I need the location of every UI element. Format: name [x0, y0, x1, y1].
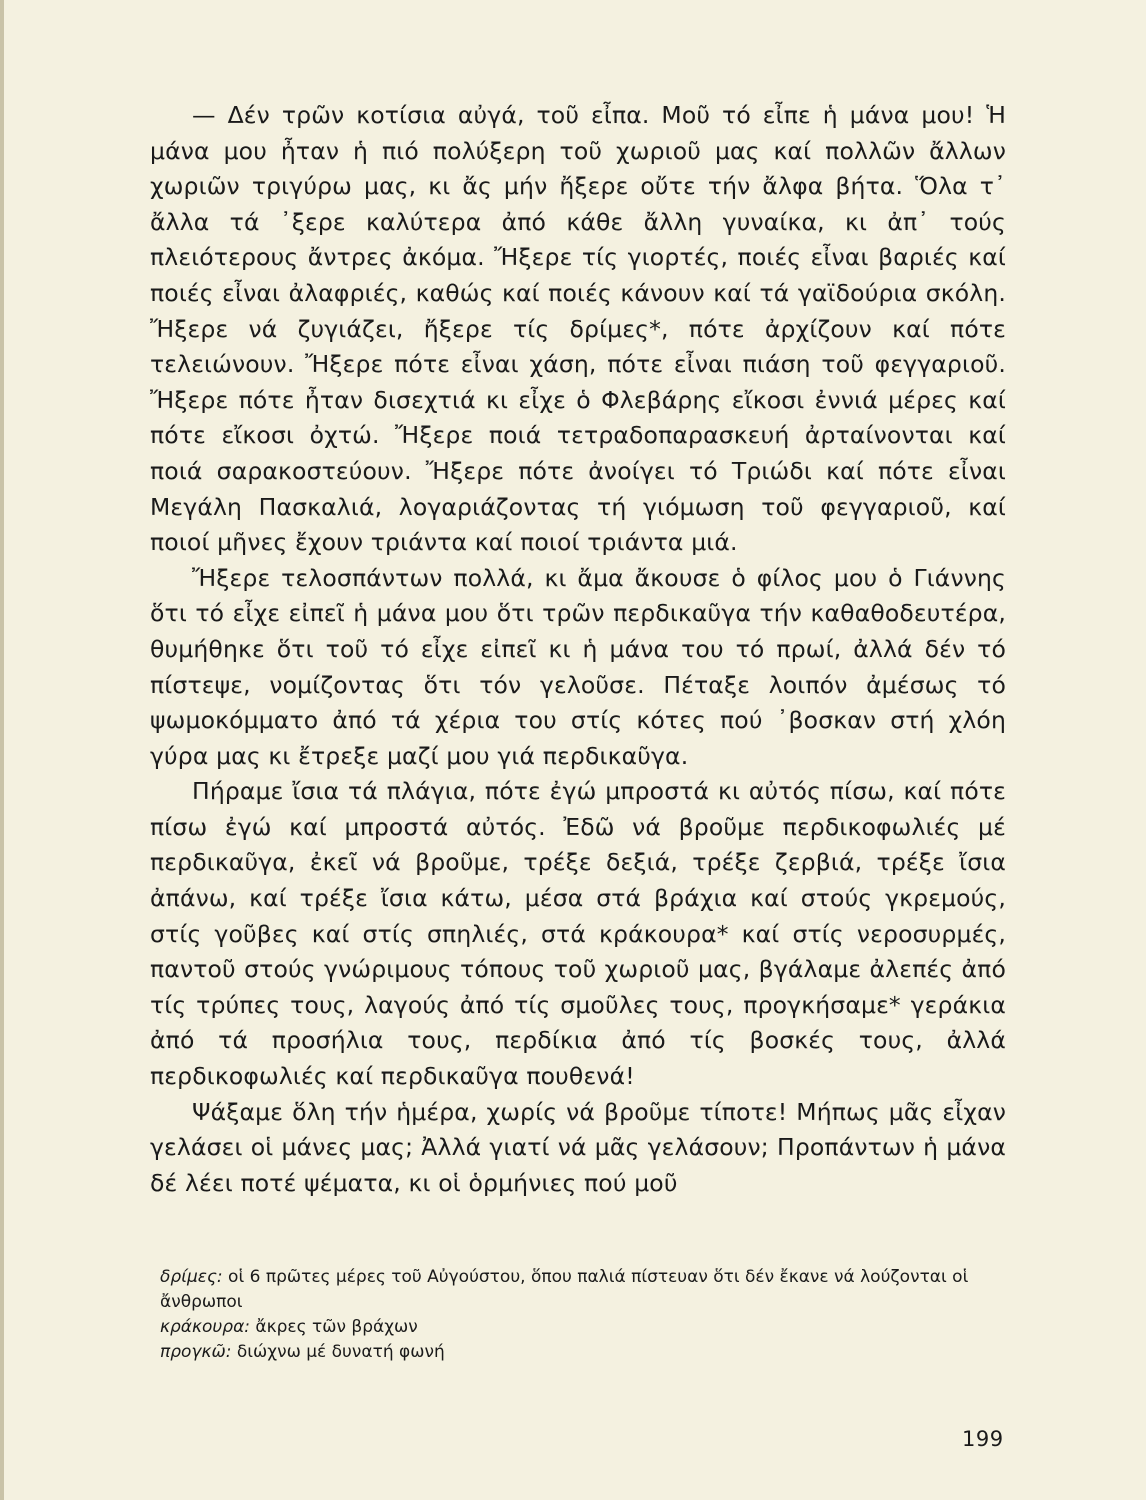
footnote-krakoura [160, 1315, 1010, 1340]
footnote-progko [160, 1340, 1010, 1365]
paragraph-4: Ψάξαμε ὅλη τήν ἡμέρα, χωρίς νά βροῦμε τίποτε! Μήπως μᾶς εἶχαν γελάσει οἱ μάνες μας; Ἀλλά γιατί νά μᾶς γελάσουν; Προπάντων ἡ μάνα δέ λέει ποτέ ψέματα, κι οἱ ὁρμήνιες πού μοῦ [150, 1097, 1006, 1197]
footnote-term: κράκουρα: [160, 1317, 250, 1337]
paragraph-1: — Δέν τρῶν κοτίσια αὐγά, τοῦ εἶπα. Μοῦ τό εἶπε ἡ μάνα μου! Ἡ μάνα μου ἦταν ἡ πιό πολύξερη τοῦ χωριοῦ μας καί πολλῶν ἄλλων χωριῶν τριγύρω μας, κι ἄς μήν ἤξερε οὔτε τήν ἄλφα βήτα. Ὅλα τ᾽ ἄλλα τά ᾽ξερε καλύτερα ἀπό κάθε ἄλλη γυναίκα, κι ἀπ᾽ τούς πλειότερους ἄντρες ἀκόμα. Ἤξερε τίς γιορτές, ποιές εἶναι βαριές καί ποιές εἶναι ἀλαφριές, καθώς καί ποιές κάνουν καί τά γαϊδούρια σκόλη. Ἤξερε νά ζυγιάζει, ἤξερε τίς δρίμες*, πότε ἀρχίζουν καί πότε τελειώνουν. Ἤξερε πότε εἶναι χάση, πότε εἶναι πιάση τοῦ φεγγαριοῦ. Ἤξερε πότε ἦταν δισεχτιά κι εἶχε ὁ Φλεβάρης εἴκοσι ἐννιά μέρες καί πότε εἴκοσι ὀχτώ. Ἤξερε ποιά τετραδοπαρασκευή ἀρταίνονται καί ποιά σαρακοστεύουν. Ἤξερε πότε ἀνοίγει τό Τριώδι καί πότε εἶναι Μεγάλη Πασκαλιά, λογαριάζοντας τή γιόμωση τοῦ φεγγαριοῦ, καί ποιοί μῆνες ἔχουν τριάντα καί ποιοί τριάντα μιά. [150, 101, 1006, 557]
paragraph-2: Ἤξερε τελοσπάντων πολλά, κι ἄμα ἄκουσε ὁ φίλος μου ὁ Γιάννης ὅτι τό εἶχε εἰπεῖ ἡ μάνα μου ὅτι τρῶν περδικαῦγα τήν καθαθοδευτέρα, θυμήθηκε ὅτι τοῦ τό εἶχε εἰπεῖ κι ἡ μάνα του τό πρωί, ἀλλά δέν τό πίστεψε, νομίζοντας ὅτι τόν γελοῦσε. Πέταξε λοιπόν ἀμέσως τό ψωμοκόμματο ἀπό τά χέρια του στίς κότες πού ᾽βοσκαν στή χλόη γύρα μας κι ἔτρεξε μαζί μου γιά περδικαῦγα. [150, 563, 1006, 770]
main-text [150, 98, 1006, 1201]
page-number: 199 [962, 1427, 1004, 1451]
footnote-text: οἱ 6 πρῶτες μέρες τοῦ Αὐγούστου, ὅπου παλιά πίστευαν ὅτι δέν ἔκανε νά λούζονται οἱ ἄνθρωποι [160, 1267, 969, 1312]
page-edge [0, 0, 4, 1500]
footnotes [160, 1265, 1010, 1365]
paragraph-3: Πήραμε ἴσια τά πλάγια, πότε ἐγώ μπροστά κι αὐτός πίσω, καί πότε πίσω ἐγώ καί μπροστά αὐτός. Ἐδῶ νά βροῦμε περδικοφωλιές μέ περδικαῦγα, ἐκεῖ νά βροῦμε, τρέξε δεξιά, τρέξε ζερβιά, τρέξε ἴσια ἀπάνω, καί τρέξε ἴσια κάτω, μέσα στά βράχια καί στούς γκρεμούς, στίς γοῦβες καί στίς σπηλιές, στά κράκουρα* καί στίς νεροσυρμές, παντοῦ στούς γνώριμους τόπους τοῦ χωριοῦ μας, βγάλαμε ἀλεπές ἀπό τίς τρύπες τους, λαγούς ἀπό τίς σμοῦλες τους, προγκήσαμε* γεράκια ἀπό τά προσήλια τους, περδίκια ἀπό τίς βοσκές τους, ἀλλά περδικοφωλιές καί περδικαῦγα πουθενά! [150, 777, 1006, 1091]
footnote-drimes [160, 1265, 1010, 1315]
footnote-term: προγκῶ: [160, 1342, 232, 1362]
footnote-text: διώχνω μέ δυνατή φωνή [231, 1342, 445, 1362]
footnote-term: δρίμες: [160, 1267, 223, 1287]
footnote-text: ἄκρες τῶν βράχων [250, 1317, 418, 1337]
